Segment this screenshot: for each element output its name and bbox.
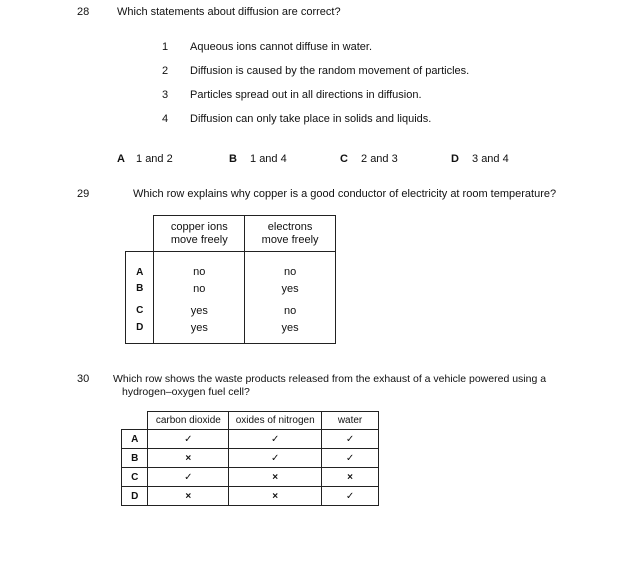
option-letter: B <box>229 153 237 165</box>
q28-statement-2 <box>162 65 470 77</box>
cell-water: ✓ <box>322 449 379 468</box>
table-row[interactable] <box>126 278 336 300</box>
option-letter: A <box>117 153 125 165</box>
statement-number: 2 <box>162 65 169 77</box>
table-row[interactable] <box>126 322 336 344</box>
option-text: 2 and 3 <box>361 153 398 165</box>
row-label: C <box>122 468 148 487</box>
corner-cell <box>126 216 154 252</box>
option-text: 1 and 4 <box>250 153 287 165</box>
col-header-carbon-dioxide: carbon dioxide <box>148 412 229 430</box>
col-header-copper-ions <box>154 216 245 252</box>
q29-question: Which row explains why copper is a good conductor of electricity at room temperature? <box>133 188 557 200</box>
statement-text: Diffusion can only take place in solids and liquids. <box>190 113 432 125</box>
statement-number: 1 <box>162 41 169 53</box>
q28-question: Which statements about diffusion are correct? <box>117 6 341 18</box>
header-line: copper ions <box>170 220 228 233</box>
corner-cell <box>122 412 148 430</box>
cell-carbon-dioxide: ✓ <box>148 468 229 487</box>
q28-option-c[interactable] <box>340 153 398 165</box>
statement-text: Diffusion is caused by the random movement of particles. <box>190 65 470 77</box>
statement-number: 3 <box>162 89 169 101</box>
q30-table <box>121 411 379 506</box>
table-row[interactable] <box>122 430 379 449</box>
cell-electrons: yes <box>245 322 336 344</box>
table-row[interactable] <box>122 449 379 468</box>
statement-text: Particles spread out in all directions in diffusion. <box>190 89 422 101</box>
cell-oxides-of-nitrogen: × <box>229 487 322 506</box>
row-label: B <box>122 449 148 468</box>
header-line: move freely <box>170 233 228 246</box>
q28-option-d[interactable] <box>451 153 509 165</box>
table-row[interactable] <box>122 487 379 506</box>
q28-option-a[interactable] <box>117 153 173 165</box>
cell-oxides-of-nitrogen: ✓ <box>229 430 322 449</box>
cell-oxides-of-nitrogen: × <box>229 468 322 487</box>
row-label: D <box>122 487 148 506</box>
option-text: 3 and 4 <box>472 153 509 165</box>
q29-number: 29 <box>77 188 90 200</box>
row-label: A <box>122 430 148 449</box>
cell-electrons: yes <box>245 278 336 300</box>
cell-copper-ions: no <box>154 252 245 278</box>
col-header-electrons <box>245 216 336 252</box>
header-line: move freely <box>261 233 319 246</box>
cell-water: × <box>322 468 379 487</box>
table-row[interactable] <box>126 300 336 322</box>
row-label: D <box>126 322 154 344</box>
cell-water: ✓ <box>322 487 379 506</box>
q28-statement-3 <box>162 89 422 101</box>
q28-statement-1 <box>162 41 373 53</box>
option-text: 1 and 2 <box>136 153 173 165</box>
q28-number: 28 <box>77 6 90 18</box>
cell-copper-ions: yes <box>154 322 245 344</box>
table-row[interactable] <box>126 252 336 278</box>
cell-carbon-dioxide: ✓ <box>148 430 229 449</box>
cell-carbon-dioxide: × <box>148 449 229 468</box>
col-header-oxides-of-nitrogen: oxides of nitrogen <box>229 412 322 430</box>
cell-copper-ions: yes <box>154 300 245 322</box>
cell-water: ✓ <box>322 430 379 449</box>
cell-electrons: no <box>245 252 336 278</box>
header-line: electrons <box>267 220 313 233</box>
q30-question-line1: Which row shows the waste products released from the exhaust of a vehicle powered using a <box>113 373 547 385</box>
cell-electrons: no <box>245 300 336 322</box>
q30-number: 30 <box>77 373 90 385</box>
cell-copper-ions: no <box>154 278 245 300</box>
cell-oxides-of-nitrogen: ✓ <box>229 449 322 468</box>
row-label: C <box>126 300 154 322</box>
q29-table <box>125 215 336 344</box>
statement-text: Aqueous ions cannot diffuse in water. <box>190 41 373 53</box>
q28-statement-4 <box>162 113 432 125</box>
option-letter: C <box>340 153 348 165</box>
row-label: B <box>126 278 154 300</box>
col-header-water: water <box>322 412 379 430</box>
cell-carbon-dioxide: × <box>148 487 229 506</box>
q28-option-b[interactable] <box>229 153 287 165</box>
table-row[interactable] <box>122 468 379 487</box>
option-letter: D <box>451 153 459 165</box>
q30-question-line2: hydrogen–oxygen fuel cell? <box>122 386 250 398</box>
row-label: A <box>126 252 154 278</box>
statement-number: 4 <box>162 113 169 125</box>
